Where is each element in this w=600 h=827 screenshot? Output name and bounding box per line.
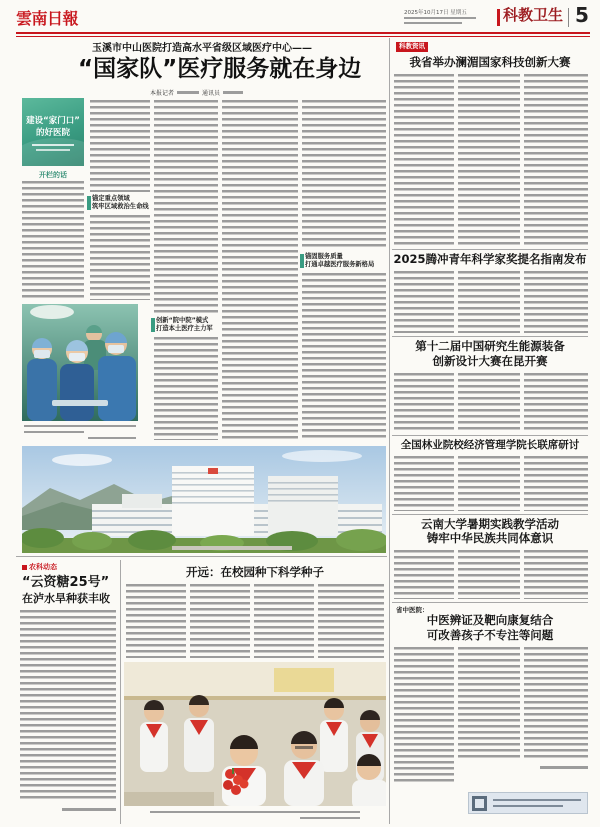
surgery-photo-caption-2 bbox=[24, 431, 84, 433]
brief-6-headline-line1: 中医辨证及靶向康复结合 bbox=[426, 613, 554, 627]
lead-body-col4-a bbox=[302, 100, 386, 250]
school-body-col4 bbox=[318, 584, 384, 658]
brief-divider bbox=[392, 514, 588, 515]
subhead-3-line1: 锚固服务质量 bbox=[305, 253, 343, 260]
hospital-building-illustration bbox=[22, 446, 386, 553]
brief-6-body-col2 bbox=[458, 647, 520, 761]
brief-divider bbox=[392, 249, 588, 250]
students-photo-caption bbox=[150, 811, 360, 813]
lead-body-col1-b bbox=[90, 215, 150, 300]
brief-2-headline: 2025腾冲青年科学家奖提名指南发布 bbox=[393, 252, 587, 266]
promo-banner bbox=[468, 792, 588, 814]
banner-subtitle-2 bbox=[36, 149, 70, 151]
briefs-section-label: 科教资讯 bbox=[396, 42, 428, 52]
surgery-photo-caption bbox=[24, 425, 136, 427]
brief-5-body-col1 bbox=[394, 550, 454, 599]
subhead-1-line1: 锚定重点领域 bbox=[92, 195, 130, 202]
brief-5-body-col2 bbox=[458, 550, 520, 599]
subhead-3-line2: 打通卓越医疗服务新格局 bbox=[305, 261, 375, 268]
subhead-2-line2: 打造本土医疗主力军 bbox=[156, 325, 213, 332]
brief-6-body-col3 bbox=[524, 647, 588, 761]
agri-body-text bbox=[20, 610, 116, 802]
surgery-photo-credit bbox=[88, 437, 136, 439]
brief-2-body-col1 bbox=[394, 271, 454, 333]
page-number: 5 bbox=[575, 3, 589, 27]
subhead-1-line2: 筑牢区域救治生命线 bbox=[92, 203, 149, 210]
lead-body-col4-b bbox=[302, 273, 386, 440]
agri-label-text: 农科动态 bbox=[29, 563, 57, 571]
agri-byline bbox=[62, 808, 116, 811]
section-divider bbox=[568, 8, 569, 27]
masthead-rule bbox=[16, 32, 590, 34]
right-column-divider bbox=[389, 38, 390, 824]
lead-headline: “国家队”医疗服务就在身边 bbox=[78, 56, 362, 82]
brief-3-headline-line1: 第十二届中国研究生能源装备 bbox=[415, 339, 565, 353]
reporter-name bbox=[177, 91, 199, 94]
brief-5-body-col3 bbox=[524, 550, 588, 599]
correspondent-name bbox=[223, 91, 243, 94]
reporter-label: 本报记者 bbox=[150, 90, 175, 97]
bottom-column-divider bbox=[120, 560, 121, 824]
column-intro-label: 开栏的话 bbox=[39, 171, 67, 179]
section-marker bbox=[497, 9, 500, 26]
students-photo-credit bbox=[300, 817, 360, 819]
editor-credits-2 bbox=[404, 22, 462, 24]
agri-headline-line2: 在泸水旱种获丰收 bbox=[22, 592, 110, 605]
banner-pattern bbox=[22, 138, 84, 166]
school-body-col2 bbox=[190, 584, 250, 658]
section-square-icon bbox=[22, 565, 27, 570]
lead-body-col2-a bbox=[154, 100, 218, 314]
brief-divider bbox=[392, 602, 588, 603]
brief-5-headline-line2: 铸牢中华民族共同体意识 bbox=[426, 531, 554, 545]
school-headline: 开远：在校园种下科学种子 bbox=[186, 565, 324, 579]
surgery-team-photo bbox=[22, 304, 138, 421]
brief-3-body-col3 bbox=[524, 373, 588, 432]
banner-title-line2: 的好医院 bbox=[35, 128, 70, 138]
section-divider-horizontal bbox=[16, 556, 387, 557]
brief-6-headline-line2: 可改善孩子不专注等问题 bbox=[426, 628, 554, 642]
brief-6-byline bbox=[540, 766, 588, 769]
students-illustration bbox=[124, 662, 386, 806]
column-banner bbox=[22, 98, 84, 166]
column-intro-text bbox=[22, 181, 84, 300]
brief-3-headline-line2: 创新设计大赛在昆开赛 bbox=[432, 354, 548, 368]
brief-1-headline: 我省举办澜湄国家科技创新大赛 bbox=[409, 55, 571, 69]
agri-headline-line1: “云资糖25号” bbox=[22, 575, 110, 590]
brief-4-body-col1 bbox=[394, 456, 454, 511]
surgery-team-illustration bbox=[22, 304, 138, 421]
section-title: 科教卫生 bbox=[503, 6, 564, 24]
lead-body-col2-b bbox=[154, 337, 218, 440]
lead-body-col3 bbox=[222, 100, 298, 440]
brief-3-body-col2 bbox=[458, 373, 520, 432]
lead-kicker: 玉溪市中山医院打造高水平省级区域医疗中心—— bbox=[92, 43, 312, 54]
newspaper-logo: 雲南日報 bbox=[16, 9, 79, 28]
lead-subhead-3 bbox=[305, 253, 374, 269]
brief-4-body-col3 bbox=[524, 456, 588, 511]
brief-6-body-col1 bbox=[394, 647, 454, 785]
students-tomato-photo bbox=[124, 662, 386, 806]
masthead-rule-thin bbox=[16, 36, 590, 37]
correspondent-label: 通讯员 bbox=[202, 90, 221, 97]
brief-divider bbox=[392, 435, 588, 436]
brief-3-body-col1 bbox=[394, 373, 454, 432]
subhead-2-line1: 创新“院中院”模式 bbox=[156, 317, 209, 324]
banner-subtitle bbox=[32, 144, 74, 146]
promo-text-2 bbox=[493, 805, 563, 807]
brief-4-body-col2 bbox=[458, 456, 520, 511]
brief-1-body-col1 bbox=[394, 74, 454, 246]
promo-qr-inner bbox=[475, 799, 484, 808]
brief-5-headline-line1: 云南大学暑期实践教学活动 bbox=[421, 517, 559, 531]
brief-1-body-col2 bbox=[458, 74, 520, 246]
subhead-marker-icon bbox=[151, 318, 155, 332]
editor-credits bbox=[404, 17, 476, 19]
brief-2-body-col3 bbox=[524, 271, 588, 333]
brief-2-body-col2 bbox=[458, 271, 520, 333]
lead-subhead-2 bbox=[156, 317, 213, 333]
brief-4-headline: 全国林业院校经济管理学院长联席研讨 bbox=[400, 439, 580, 451]
brief-divider bbox=[392, 336, 588, 337]
lead-body-col1-a bbox=[90, 100, 150, 192]
lead-byline bbox=[150, 88, 243, 97]
subhead-marker-icon bbox=[300, 254, 304, 268]
banner-title-line1: 建设“家门口” bbox=[26, 116, 80, 126]
promo-text bbox=[493, 799, 581, 801]
brief-1-body-col3 bbox=[524, 74, 588, 246]
subhead-marker-icon bbox=[87, 196, 91, 210]
lead-subhead-1 bbox=[92, 195, 149, 211]
agri-section-label bbox=[22, 562, 57, 572]
school-body-col3 bbox=[254, 584, 314, 658]
issue-date: 2025年10月17日 星期五 bbox=[404, 10, 467, 16]
brief-6-kicker: 省中医院： bbox=[396, 606, 429, 614]
school-body-col1 bbox=[126, 584, 186, 658]
hospital-building-photo bbox=[22, 446, 386, 553]
